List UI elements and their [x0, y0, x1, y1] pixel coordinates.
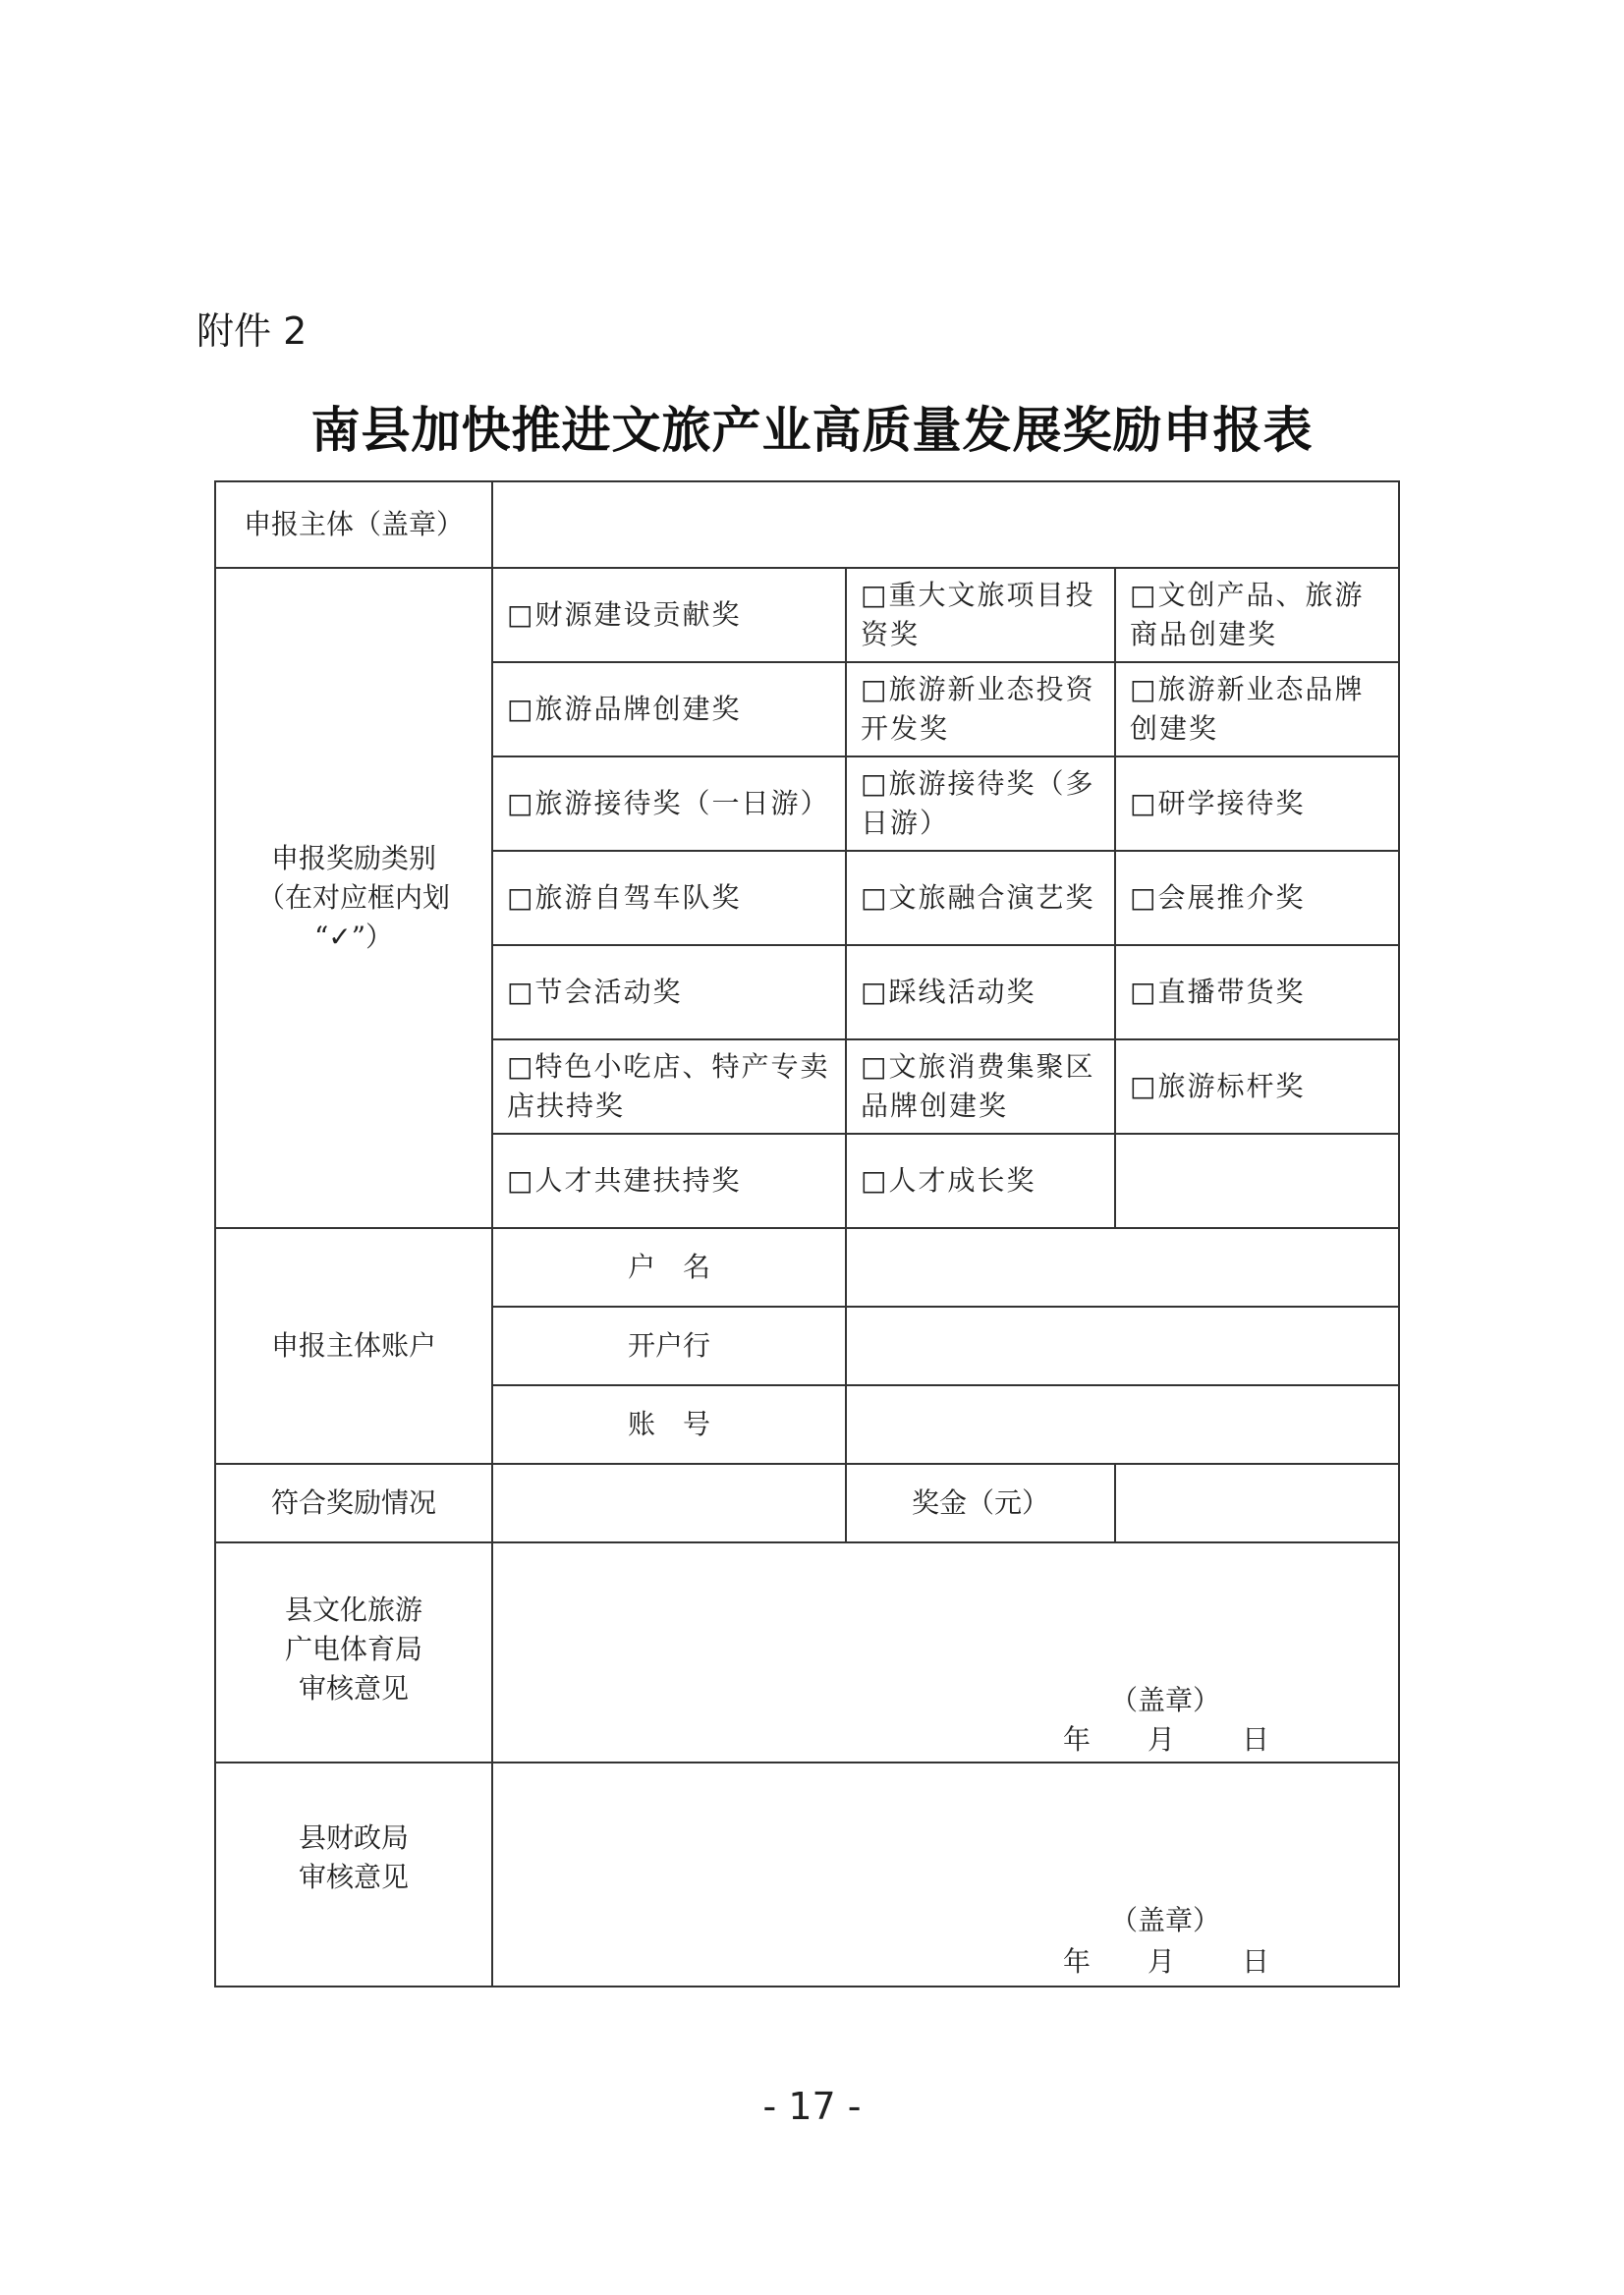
- option-tourism-brand[interactable]: □旅游品牌创建奖: [492, 662, 846, 756]
- account-name-label: 户 名: [492, 1228, 846, 1307]
- account-bank-label: 开户行: [492, 1307, 846, 1385]
- option-festival[interactable]: □节会活动奖: [492, 945, 846, 1039]
- eligibility-label: 符合奖励情况: [215, 1464, 492, 1542]
- culture-review-line1: 县文化旅游: [284, 1594, 422, 1626]
- option-talent-support[interactable]: □人才共建扶持奖: [492, 1134, 846, 1228]
- category-label-line3: “✓”）: [313, 921, 394, 953]
- option-route-inspection[interactable]: □踩线活动奖: [846, 945, 1115, 1039]
- option-new-format-brand[interactable]: □旅游新业态品牌创建奖: [1115, 662, 1399, 756]
- finance-review-field[interactable]: [492, 1763, 1399, 1987]
- account-name-row: [215, 1228, 1399, 1307]
- culture-review-row: [215, 1542, 1399, 1763]
- culture-seal-text: （盖章）: [1110, 1684, 1221, 1716]
- category-label-line1: 申报奖励类别: [270, 842, 436, 874]
- option-major-project[interactable]: □重大文旅项目投资奖: [846, 568, 1115, 662]
- culture-review-line2: 广电体育局: [284, 1633, 422, 1665]
- finance-review-label: [215, 1763, 492, 1987]
- culture-year: 年: [1063, 1723, 1092, 1756]
- option-study-tour[interactable]: □研学接待奖: [1115, 756, 1399, 851]
- finance-date: [1063, 1942, 1269, 1982]
- culture-month: 月: [1148, 1723, 1176, 1756]
- applicant-field[interactable]: [492, 481, 1399, 568]
- account-number-label: 账 号: [492, 1385, 846, 1464]
- culture-date: [1063, 1720, 1269, 1760]
- option-consumption-zone[interactable]: □文旅消费集聚区品牌创建奖: [846, 1039, 1115, 1134]
- category-label-line2: （在对应框内划: [256, 881, 450, 914]
- option-reception-one-day[interactable]: □旅游接待奖（一日游）: [492, 756, 846, 851]
- finance-review-row: [215, 1763, 1399, 1987]
- page-number: - 17 -: [762, 2085, 862, 2128]
- option-reception-multi-day[interactable]: □旅游接待奖（多日游）: [846, 756, 1115, 851]
- account-bank-field[interactable]: [846, 1307, 1399, 1385]
- finance-review-line1: 县财政局: [298, 1821, 409, 1854]
- finance-month: 月: [1148, 1945, 1176, 1978]
- option-new-format-investment[interactable]: □旅游新业态投资开发奖: [846, 662, 1115, 756]
- account-label: 申报主体账户: [215, 1228, 492, 1464]
- option-performance[interactable]: □文旅融合演艺奖: [846, 851, 1115, 945]
- option-snack-shop[interactable]: □特色小吃店、特产专卖店扶持奖: [492, 1039, 846, 1134]
- category-label: [215, 568, 492, 1228]
- option-exhibition[interactable]: □会展推介奖: [1115, 851, 1399, 945]
- bonus-field[interactable]: [1115, 1464, 1399, 1542]
- option-cultural-products[interactable]: □文创产品、旅游商品创建奖: [1115, 568, 1399, 662]
- culture-day: 日: [1242, 1723, 1270, 1756]
- finance-seal-text: （盖章）: [1110, 1904, 1221, 1936]
- attachment-label: 附件 2: [196, 309, 308, 353]
- option-self-drive[interactable]: □旅游自驾车队奖: [492, 851, 846, 945]
- finance-day: 日: [1242, 1945, 1270, 1978]
- applicant-label: 申报主体（盖章）: [215, 481, 492, 568]
- account-number-field[interactable]: [846, 1385, 1399, 1464]
- eligibility-field[interactable]: [492, 1464, 846, 1542]
- account-name-field[interactable]: [846, 1228, 1399, 1307]
- bonus-label: 奖金（元）: [846, 1464, 1115, 1542]
- finance-year: 年: [1063, 1945, 1092, 1978]
- culture-review-label: [215, 1542, 492, 1763]
- culture-review-line3: 审核意见: [298, 1672, 409, 1705]
- option-tax-contribution[interactable]: □财源建设贡献奖: [492, 568, 846, 662]
- option-talent-growth[interactable]: □人才成长奖: [846, 1134, 1115, 1228]
- option-livestream[interactable]: □直播带货奖: [1115, 945, 1399, 1039]
- applicant-row: [215, 481, 1399, 568]
- option-empty: [1115, 1134, 1399, 1228]
- category-row: [215, 568, 1399, 662]
- application-form-table: [214, 480, 1400, 1987]
- eligibility-row: [215, 1464, 1399, 1542]
- culture-review-field[interactable]: [492, 1542, 1399, 1763]
- finance-review-line2: 审核意见: [298, 1861, 409, 1893]
- option-benchmark[interactable]: □旅游标杆奖: [1115, 1039, 1399, 1134]
- document-title: 南县加快推进文旅产业高质量发展奖励申报表: [310, 401, 1314, 459]
